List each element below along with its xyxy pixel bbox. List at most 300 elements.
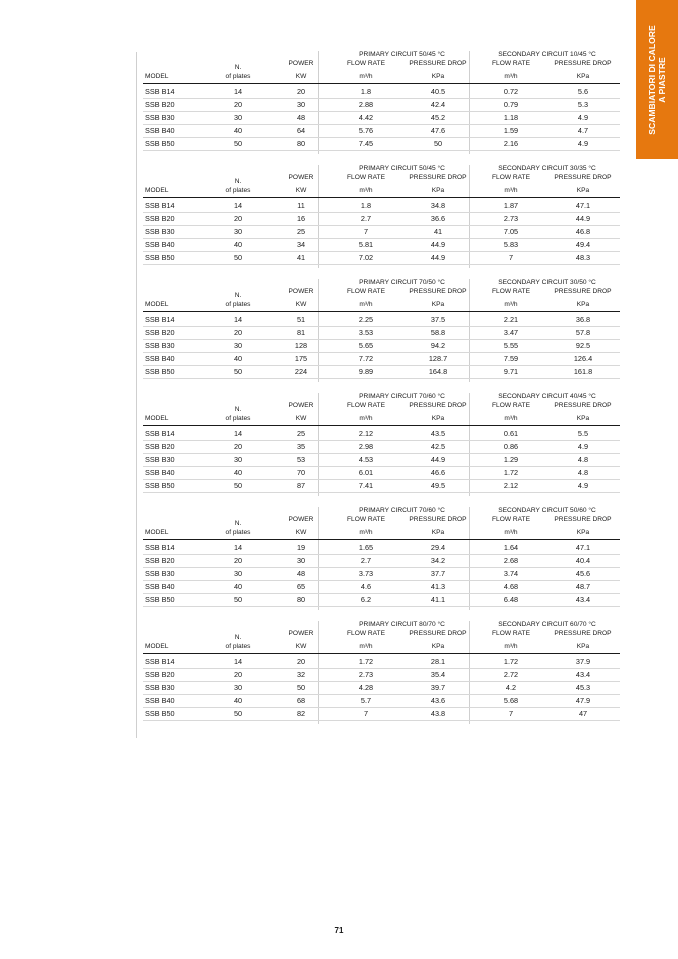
- primary-pressure-header: PRESSURE DROP: [409, 288, 467, 295]
- power-header: POWER: [288, 60, 314, 67]
- model-cell: SSB B20: [145, 670, 175, 679]
- model-header: MODEL: [145, 73, 169, 80]
- secondary-flow-cell: 2.12: [503, 481, 519, 490]
- plates-cell: 30: [233, 569, 243, 578]
- secondary-pressure-cell: 5.6: [577, 87, 589, 96]
- power-cell: 80: [296, 595, 306, 604]
- table-row: [143, 124, 620, 138]
- power-cell: 53: [296, 455, 306, 464]
- plates-cell: 20: [233, 214, 243, 223]
- power-cell: 51: [296, 315, 306, 324]
- power-cell: 70: [296, 468, 306, 477]
- power-unit: KW: [295, 529, 307, 536]
- primary-flow-cell: 2.88: [358, 100, 374, 109]
- power-cell: 175: [294, 354, 308, 363]
- primary-pressure-cell: 34.2: [430, 556, 446, 565]
- primary-flow-cell: 2.7: [360, 214, 372, 223]
- primary-pressure-cell: 128.7: [428, 354, 448, 363]
- model-cell: SSB B50: [145, 139, 175, 148]
- primary-circuit-title: PRIMARY CIRCUIT 50/45 °C: [359, 51, 445, 58]
- primary-pressure-unit: KPa: [431, 73, 445, 80]
- table-row: [143, 466, 620, 480]
- power-cell: 30: [296, 100, 306, 109]
- primary-pressure-cell: 35.4: [430, 670, 446, 679]
- primary-pressure-cell: 42.4: [430, 100, 446, 109]
- power-unit: KW: [295, 187, 307, 194]
- secondary-flow-unit: m³/h: [504, 187, 518, 194]
- secondary-flow-cell: 9.71: [503, 367, 519, 376]
- plates-cell: 20: [233, 442, 243, 451]
- power-cell: 81: [296, 328, 306, 337]
- secondary-circuit-title: SECONDARY CIRCUIT 10/45 °C: [498, 51, 596, 58]
- primary-pressure-cell: 37.5: [430, 315, 446, 324]
- model-header: MODEL: [145, 529, 169, 536]
- primary-pressure-cell: 44.9: [430, 253, 446, 262]
- primary-pressure-cell: 47.6: [430, 126, 446, 135]
- secondary-flow-header: FLOW RATE: [492, 516, 530, 523]
- primary-pressure-unit: KPa: [431, 187, 445, 194]
- primary-flow-cell: 7: [363, 709, 369, 718]
- plates-cell: 30: [233, 341, 243, 350]
- secondary-pressure-unit: KPa: [576, 301, 590, 308]
- table-row: [143, 313, 620, 327]
- table-row: [143, 593, 620, 607]
- power-unit: KW: [295, 301, 307, 308]
- model-cell: SSB B20: [145, 556, 175, 565]
- primary-flow-unit: m³/h: [359, 415, 373, 422]
- secondary-pressure-unit: KPa: [576, 643, 590, 650]
- secondary-flow-cell: 7: [508, 709, 514, 718]
- model-cell: SSB B30: [145, 569, 175, 578]
- plates-cell: 30: [233, 113, 243, 122]
- secondary-flow-cell: 1.64: [503, 543, 519, 552]
- secondary-pressure-header: PRESSURE DROP: [554, 288, 612, 295]
- table-row: [143, 251, 620, 265]
- secondary-pressure-unit: KPa: [576, 187, 590, 194]
- primary-pressure-cell: 41: [433, 227, 443, 236]
- table-row: [143, 212, 620, 226]
- plates-cell: 40: [233, 582, 243, 591]
- secondary-pressure-cell: 161.8: [573, 367, 593, 376]
- table-row: [143, 352, 620, 366]
- secondary-flow-cell: 1.87: [503, 201, 519, 210]
- plates-cell: 50: [233, 709, 243, 718]
- primary-flow-cell: 5.81: [358, 240, 374, 249]
- plates-cell: 40: [233, 696, 243, 705]
- spec-table: [143, 165, 620, 268]
- model-cell: SSB B14: [145, 201, 175, 210]
- table-row: [143, 111, 620, 125]
- model-cell: SSB B30: [145, 341, 175, 350]
- primary-flow-cell: 2.7: [360, 556, 372, 565]
- power-unit: KW: [295, 415, 307, 422]
- table-row: [143, 453, 620, 467]
- plates-cell: 40: [233, 126, 243, 135]
- table-row: [143, 326, 620, 340]
- secondary-flow-header: FLOW RATE: [492, 288, 530, 295]
- power-cell: 128: [294, 341, 308, 350]
- primary-flow-cell: 2.25: [358, 315, 374, 324]
- secondary-pressure-header: PRESSURE DROP: [554, 516, 612, 523]
- primary-flow-cell: 4.42: [358, 113, 374, 122]
- power-cell: 48: [296, 113, 306, 122]
- model-cell: SSB B40: [145, 354, 175, 363]
- secondary-flow-cell: 4.68: [503, 582, 519, 591]
- plates-unit: of plates: [225, 73, 251, 80]
- power-cell: 82: [296, 709, 306, 718]
- primary-pressure-cell: 46.6: [430, 468, 446, 477]
- secondary-pressure-cell: 48.3: [575, 253, 591, 262]
- power-cell: 20: [296, 87, 306, 96]
- secondary-flow-cell: 1.72: [503, 657, 519, 666]
- secondary-pressure-cell: 36.8: [575, 315, 591, 324]
- primary-pressure-cell: 43.5: [430, 429, 446, 438]
- primary-pressure-cell: 39.7: [430, 683, 446, 692]
- model-cell: SSB B40: [145, 126, 175, 135]
- model-cell: SSB B50: [145, 253, 175, 262]
- plates-cell: 50: [233, 139, 243, 148]
- plates-header: N.: [234, 178, 242, 185]
- primary-flow-cell: 6.2: [360, 595, 372, 604]
- primary-pressure-cell: 44.9: [430, 455, 446, 464]
- spec-table: [143, 393, 620, 496]
- table-row: [143, 365, 620, 379]
- primary-pressure-cell: 94.2: [430, 341, 446, 350]
- secondary-circuit-title: SECONDARY CIRCUIT 60/70 °C: [498, 621, 596, 628]
- table-row: [143, 681, 620, 695]
- model-cell: SSB B40: [145, 240, 175, 249]
- model-header: MODEL: [145, 187, 169, 194]
- power-cell: 80: [296, 139, 306, 148]
- primary-flow-cell: 6.01: [358, 468, 374, 477]
- plates-cell: 20: [233, 556, 243, 565]
- power-cell: 50: [296, 683, 306, 692]
- table-row: [143, 137, 620, 151]
- secondary-flow-cell: 2.73: [503, 214, 519, 223]
- model-cell: SSB B14: [145, 315, 175, 324]
- primary-flow-header: FLOW RATE: [347, 402, 385, 409]
- secondary-pressure-cell: 37.9: [575, 657, 591, 666]
- power-cell: 34: [296, 240, 306, 249]
- power-cell: 30: [296, 556, 306, 565]
- primary-pressure-cell: 41.3: [430, 582, 446, 591]
- table-row: [143, 668, 620, 682]
- plates-cell: 30: [233, 683, 243, 692]
- plates-cell: 20: [233, 100, 243, 109]
- header-rule: [143, 425, 620, 426]
- power-cell: 11: [297, 201, 305, 210]
- secondary-flow-cell: 6.48: [503, 595, 519, 604]
- secondary-flow-header: FLOW RATE: [492, 60, 530, 67]
- model-cell: SSB B40: [145, 696, 175, 705]
- section-side-tab-label: [647, 25, 667, 135]
- secondary-pressure-unit: KPa: [576, 73, 590, 80]
- model-cell: SSB B20: [145, 328, 175, 337]
- primary-flow-cell: 3.53: [358, 328, 374, 337]
- table-row: [143, 541, 620, 555]
- model-cell: SSB B50: [145, 595, 175, 604]
- plates-cell: 14: [233, 657, 243, 666]
- secondary-pressure-cell: 4.9: [577, 442, 589, 451]
- secondary-flow-cell: 3.74: [503, 569, 519, 578]
- side-tab-line-2: A PIASTRE: [657, 56, 667, 103]
- secondary-flow-cell: 7.59: [503, 354, 519, 363]
- table-row: [143, 707, 620, 721]
- model-header: MODEL: [145, 301, 169, 308]
- model-cell: SSB B14: [145, 543, 175, 552]
- plates-cell: 14: [233, 315, 243, 324]
- primary-pressure-cell: 49.5: [430, 481, 446, 490]
- plates-unit: of plates: [225, 415, 251, 422]
- secondary-flow-unit: m³/h: [504, 643, 518, 650]
- power-cell: 16: [296, 214, 306, 223]
- secondary-pressure-header: PRESSURE DROP: [554, 630, 612, 637]
- secondary-circuit-title: SECONDARY CIRCUIT 40/45 °C: [498, 393, 596, 400]
- secondary-pressure-cell: 43.4: [575, 595, 591, 604]
- primary-pressure-cell: 29.4: [430, 543, 446, 552]
- plates-cell: 50: [233, 595, 243, 604]
- power-header: POWER: [288, 516, 314, 523]
- primary-pressure-cell: 28.1: [430, 657, 446, 666]
- secondary-pressure-cell: 4.7: [577, 126, 589, 135]
- secondary-flow-cell: 5.68: [503, 696, 519, 705]
- primary-pressure-header: PRESSURE DROP: [409, 402, 467, 409]
- primary-pressure-cell: 164.8: [428, 367, 448, 376]
- primary-flow-cell: 4.6: [360, 582, 372, 591]
- model-cell: SSB B40: [145, 582, 175, 591]
- primary-pressure-cell: 43.8: [430, 709, 446, 718]
- secondary-pressure-cell: 5.5: [577, 429, 589, 438]
- plates-cell: 14: [233, 87, 243, 96]
- power-cell: 87: [296, 481, 306, 490]
- secondary-flow-cell: 0.61: [503, 429, 519, 438]
- primary-flow-cell: 5.65: [358, 341, 374, 350]
- primary-flow-unit: m³/h: [359, 301, 373, 308]
- secondary-pressure-cell: 46.8: [575, 227, 591, 236]
- header-rule: [143, 653, 620, 654]
- plates-cell: 30: [233, 455, 243, 464]
- primary-flow-cell: 7.45: [358, 139, 374, 148]
- power-cell: 32: [296, 670, 306, 679]
- secondary-pressure-cell: 43.4: [575, 670, 591, 679]
- model-cell: SSB B40: [145, 468, 175, 477]
- secondary-flow-header: FLOW RATE: [492, 630, 530, 637]
- power-header: POWER: [288, 174, 314, 181]
- primary-flow-cell: 1.8: [360, 201, 372, 210]
- power-cell: 25: [296, 227, 306, 236]
- secondary-flow-cell: 2.72: [503, 670, 519, 679]
- spec-table: [143, 621, 620, 724]
- power-unit: KW: [295, 643, 307, 650]
- secondary-flow-cell: 2.21: [503, 315, 519, 324]
- primary-pressure-header: PRESSURE DROP: [409, 516, 467, 523]
- secondary-flow-cell: 2.68: [503, 556, 519, 565]
- model-cell: SSB B20: [145, 442, 175, 451]
- page-number: 71: [334, 926, 344, 935]
- secondary-circuit-title: SECONDARY CIRCUIT 30/35 °C: [498, 165, 596, 172]
- primary-pressure-cell: 36.6: [430, 214, 446, 223]
- power-header: POWER: [288, 402, 314, 409]
- secondary-pressure-header: PRESSURE DROP: [554, 174, 612, 181]
- secondary-flow-unit: m³/h: [504, 73, 518, 80]
- secondary-pressure-cell: 4.9: [577, 139, 589, 148]
- secondary-flow-unit: m³/h: [504, 529, 518, 536]
- left-margin-rule: [136, 52, 137, 738]
- section-side-tab: [636, 0, 678, 159]
- primary-flow-cell: 7.02: [358, 253, 374, 262]
- secondary-flow-unit: m³/h: [504, 301, 518, 308]
- plates-cell: 40: [233, 468, 243, 477]
- primary-flow-unit: m³/h: [359, 529, 373, 536]
- secondary-pressure-cell: 49.4: [575, 240, 591, 249]
- secondary-flow-cell: 5.55: [503, 341, 519, 350]
- secondary-pressure-cell: 47.1: [575, 543, 591, 552]
- secondary-pressure-unit: KPa: [576, 529, 590, 536]
- primary-pressure-unit: KPa: [431, 415, 445, 422]
- primary-flow-cell: 2.73: [358, 670, 374, 679]
- table-row: [143, 225, 620, 239]
- table-row: [143, 440, 620, 454]
- power-cell: 65: [296, 582, 306, 591]
- plates-cell: 40: [233, 354, 243, 363]
- primary-flow-header: FLOW RATE: [347, 288, 385, 295]
- table-row: [143, 655, 620, 669]
- table-row: [143, 85, 620, 99]
- plates-cell: 20: [233, 670, 243, 679]
- power-cell: 224: [294, 367, 308, 376]
- model-cell: SSB B20: [145, 214, 175, 223]
- power-cell: 64: [296, 126, 306, 135]
- secondary-flow-cell: 0.79: [503, 100, 519, 109]
- primary-flow-cell: 1.65: [358, 543, 374, 552]
- spec-table: [143, 51, 620, 154]
- power-header: POWER: [288, 288, 314, 295]
- primary-flow-unit: m³/h: [359, 73, 373, 80]
- secondary-flow-cell: 5.83: [503, 240, 519, 249]
- primary-pressure-header: PRESSURE DROP: [409, 630, 467, 637]
- plates-header: N.: [234, 292, 242, 299]
- primary-pressure-cell: 50: [433, 139, 443, 148]
- primary-flow-cell: 4.28: [358, 683, 374, 692]
- primary-flow-header: FLOW RATE: [347, 516, 385, 523]
- plates-header: N.: [234, 634, 242, 641]
- table-row: [143, 238, 620, 252]
- power-unit: KW: [295, 73, 307, 80]
- secondary-pressure-cell: 45.6: [575, 569, 591, 578]
- table-row: [143, 479, 620, 493]
- plates-cell: 50: [233, 481, 243, 490]
- primary-flow-cell: 7: [363, 227, 369, 236]
- power-cell: 19: [296, 543, 306, 552]
- plates-header: N.: [234, 520, 242, 527]
- primary-flow-cell: 3.73: [358, 569, 374, 578]
- primary-pressure-cell: 45.2: [430, 113, 446, 122]
- secondary-pressure-header: PRESSURE DROP: [554, 60, 612, 67]
- plates-unit: of plates: [225, 301, 251, 308]
- header-rule: [143, 197, 620, 198]
- primary-pressure-unit: KPa: [431, 301, 445, 308]
- secondary-flow-cell: 1.18: [503, 113, 519, 122]
- table-row: [143, 427, 620, 441]
- model-header: MODEL: [145, 415, 169, 422]
- primary-pressure-cell: 41.1: [430, 595, 446, 604]
- primary-circuit-title: PRIMARY CIRCUIT 70/50 °C: [359, 279, 445, 286]
- header-rule: [143, 311, 620, 312]
- plates-cell: 14: [233, 201, 243, 210]
- secondary-circuit-title: SECONDARY CIRCUIT 50/60 °C: [498, 507, 596, 514]
- primary-flow-cell: 5.76: [358, 126, 374, 135]
- secondary-flow-header: FLOW RATE: [492, 402, 530, 409]
- plates-cell: 20: [233, 328, 243, 337]
- secondary-pressure-cell: 48.7: [575, 582, 591, 591]
- secondary-flow-cell: 7.05: [503, 227, 519, 236]
- plates-cell: 14: [233, 543, 243, 552]
- model-cell: SSB B30: [145, 683, 175, 692]
- primary-flow-cell: 7.72: [358, 354, 374, 363]
- secondary-pressure-cell: 40.4: [575, 556, 591, 565]
- secondary-flow-unit: m³/h: [504, 415, 518, 422]
- primary-pressure-header: PRESSURE DROP: [409, 60, 467, 67]
- spec-table: [143, 279, 620, 382]
- secondary-flow-cell: 1.59: [503, 126, 519, 135]
- secondary-flow-cell: 7: [508, 253, 514, 262]
- model-cell: SSB B50: [145, 481, 175, 490]
- primary-pressure-cell: 42.5: [430, 442, 446, 451]
- secondary-flow-cell: 3.47: [503, 328, 519, 337]
- primary-flow-header: FLOW RATE: [347, 630, 385, 637]
- plates-cell: 50: [233, 367, 243, 376]
- plates-cell: 50: [233, 253, 243, 262]
- primary-flow-cell: 2.98: [358, 442, 374, 451]
- table-row: [143, 199, 620, 213]
- primary-flow-cell: 7.41: [358, 481, 374, 490]
- primary-pressure-unit: KPa: [431, 643, 445, 650]
- secondary-pressure-cell: 126.4: [573, 354, 593, 363]
- primary-flow-cell: 2.12: [358, 429, 374, 438]
- model-cell: SSB B50: [145, 709, 175, 718]
- primary-pressure-cell: 44.9: [430, 240, 446, 249]
- plates-cell: 30: [233, 227, 243, 236]
- primary-flow-unit: m³/h: [359, 187, 373, 194]
- primary-flow-cell: 1.8: [360, 87, 372, 96]
- side-tab-line-1: SCAMBIATORI DI CALORE: [647, 24, 657, 135]
- header-rule: [143, 83, 620, 84]
- primary-pressure-cell: 58.8: [430, 328, 446, 337]
- plates-cell: 40: [233, 240, 243, 249]
- model-cell: SSB B14: [145, 87, 175, 96]
- secondary-flow-cell: 1.29: [503, 455, 519, 464]
- plates-unit: of plates: [225, 643, 251, 650]
- secondary-flow-cell: 0.72: [503, 87, 519, 96]
- secondary-flow-cell: 0.86: [503, 442, 519, 451]
- model-cell: SSB B14: [145, 429, 175, 438]
- secondary-flow-cell: 1.72: [503, 468, 519, 477]
- model-cell: SSB B30: [145, 113, 175, 122]
- primary-pressure-cell: 43.6: [430, 696, 446, 705]
- model-cell: SSB B30: [145, 227, 175, 236]
- primary-circuit-title: PRIMARY CIRCUIT 70/60 °C: [359, 507, 445, 514]
- secondary-pressure-cell: 4.9: [577, 113, 589, 122]
- power-cell: 41: [296, 253, 306, 262]
- secondary-pressure-cell: 5.3: [577, 100, 589, 109]
- table-row: [143, 567, 620, 581]
- power-cell: 35: [296, 442, 306, 451]
- primary-pressure-cell: 37.7: [430, 569, 446, 578]
- primary-flow-cell: 1.72: [358, 657, 374, 666]
- secondary-flow-header: FLOW RATE: [492, 174, 530, 181]
- plates-cell: 14: [233, 429, 243, 438]
- plates-header: N.: [234, 406, 242, 413]
